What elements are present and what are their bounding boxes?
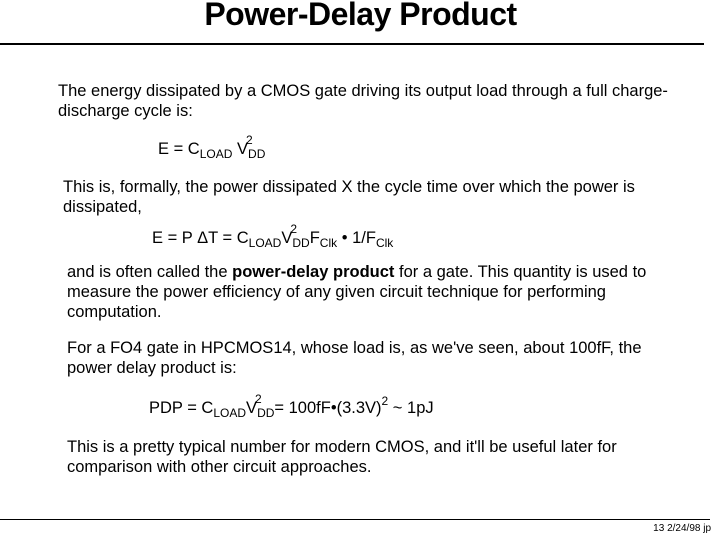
eq2-sub-load: LOAD [248, 236, 282, 250]
p3-post: for a gate. This quantity is used to measure the power efficiency of any given circuit technique for performing computation. [67, 263, 647, 321]
eq2-sub-dd: DD [292, 236, 310, 250]
eq2-t: T = C [208, 229, 249, 247]
eq2-mid: • 1/F [337, 229, 376, 247]
paragraph-energy-intro: The energy dissipated by a CMOS gate driving its output load through a full charge-discharge cycle is: [58, 82, 668, 120]
eq3-vdd [246, 392, 275, 420]
eq3-sub-dd: DD [257, 406, 275, 420]
eq1-vdd [237, 133, 266, 161]
eq1-lhs: E = C [158, 140, 200, 158]
eq3-mid: = 100fF•(3.3V) [274, 399, 382, 417]
paragraph-pdp-definition [67, 262, 667, 322]
p3-bold-term: power-delay product [232, 263, 395, 281]
title-divider [0, 43, 704, 45]
p3-pre: and is often called the [67, 263, 233, 281]
eq1-v: V [237, 140, 249, 158]
eq1-sup: 2 [246, 133, 253, 147]
eq1-sub-dd: DD [248, 147, 266, 161]
eq2-lhs: E = P [152, 229, 198, 247]
paragraph-fo4-gate: For a FO4 gate in HPCMOS14, whose load is, as we've seen, about 100fF, the power delay product is: [67, 339, 642, 377]
eq2-delta: Δ [197, 229, 209, 247]
eq3-sup: 2 [255, 392, 262, 406]
equation-energy [158, 133, 266, 161]
eq3-sub-load: LOAD [213, 406, 247, 420]
eq3-end: ~ 1pJ [388, 399, 434, 417]
eq2-sup: 2 [290, 222, 298, 236]
equation-pdp [149, 392, 434, 420]
eq2-sub-clk: Clk [319, 236, 338, 250]
eq3-sup2: 2 [381, 394, 389, 408]
paragraph-conclusion: This is a pretty typical number for modern CMOS, and it'll be useful later for comparison with other circuit approaches. [67, 438, 617, 476]
slide-footer: 13 2/24/98 jp [653, 523, 711, 534]
eq2-v: V [281, 229, 293, 247]
eq1-sub-load: LOAD [199, 147, 233, 161]
slide-title: Power-Delay Product [204, 0, 517, 32]
eq3-v: V [246, 399, 258, 417]
footer-divider [0, 519, 710, 520]
eq2-vdd [281, 222, 310, 250]
eq3-lhs: PDP = C [149, 399, 214, 417]
equation-power-time [152, 222, 394, 250]
eq2-f: F [309, 229, 320, 247]
paragraph-power-time: This is, formally, the power dissipated X the cycle time over which the power is dissipated, [63, 178, 635, 216]
eq2-sub-clk-2: Clk [375, 236, 394, 250]
